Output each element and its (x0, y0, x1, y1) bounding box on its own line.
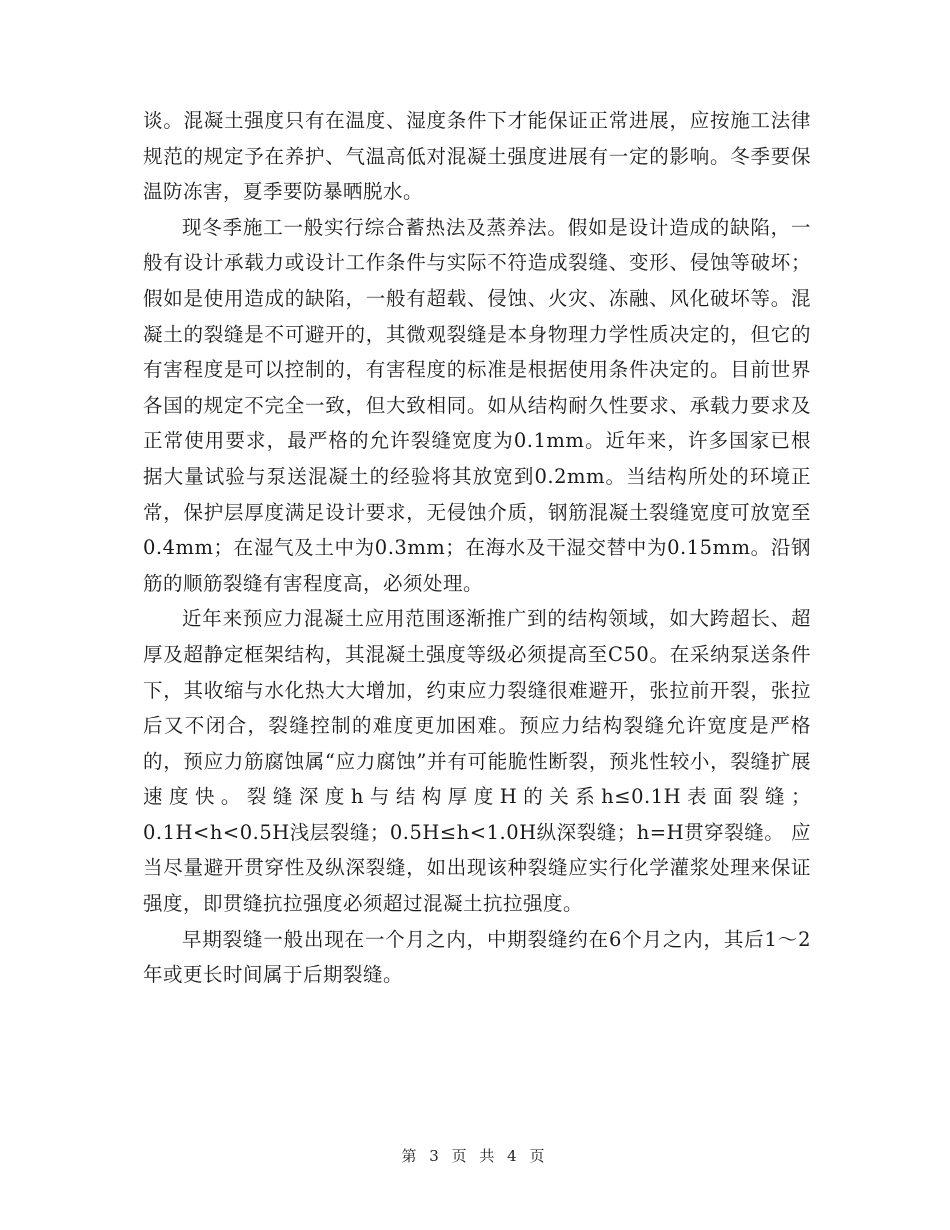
paragraph-1: 谈。混凝土强度只有在温度、湿度条件下才能保证正常进展，应按施工法律规范的规定予在养护、气温高低对混凝土强度进展有一定的影响。冬季要保温防冻害，夏季要防暴晒脱水。 (143, 109, 811, 204)
page-number-footer: 第 3 页 共 4 页 (401, 1147, 549, 1165)
paragraph-3: 近年来预应力混凝土应用范围逐渐推广到的结构领域，如大跨超长、超厚及超静定框架结构，其混凝土强度等级必须提高至C50。在采纳泵送条件下，其收缩与水化热大大增加，约束应力裂缝很难避开，张拉前开裂，张拉后又不闭合，裂缝控制的难度更加困难。预应力结构裂缝允许宽度是严格的，预应力筋腐蚀属“应力腐蚀”并有可能脆性断裂，预兆性较小，裂缝扩展速度快。裂缝深度h与结构厚度H的关系h≤0.1H表面裂缝；0.1H<h<0.5H浅层裂缝；0.5H≤h<1.0H纵深裂缝；h=H贯穿裂缝。 应当尽量避开贯穿性及纵深裂缝，如出现该种裂缝应实行化学灌浆处理来保证强度，即贯缝抗拉强度必须超过混凝土抗拉强度。 (143, 607, 811, 916)
document-body (143, 103, 811, 993)
paragraph-2: 现冬季施工一般实行综合蓄热法及蒸养法。假如是设计造成的缺陷，一般有设计承载力或设计工作条件与实际不符造成裂缝、变形、侵蚀等破坏；假如是使用造成的缺陷，一般有超载、侵蚀、火灾、冻融、风化破坏等。混凝土的裂缝是不可避开的，其微观裂缝是本身物理力学性质决定的，但它的有害程度是可以控制的，有害程度的标准是根据使用条件决定的。目前世界各国的规定不完全一致，但大致相同。如从结构耐久性要求、承载力要求及正常使用要求，最严格的允许裂缝宽度为0.1mm。近年来，许多国家已根据大量试验与泵送混凝土的经验将其放宽到0.2mm。当结构所处的环境正常，保护层厚度满足设计要求，无侵蚀介质，钢筋混凝土裂缝宽度可放宽至0.4mm；在湿气及土中为0.3mm；在海水及干湿交替中为0.15mm。沿钢筋的顺筋裂缝有害程度高，必须处理。 (143, 215, 811, 595)
paragraph-4: 早期裂缝一般出现在一个月之内，中期裂缝约在6个月之内，其后1～2年或更长时间属于后期裂缝。 (143, 927, 811, 987)
